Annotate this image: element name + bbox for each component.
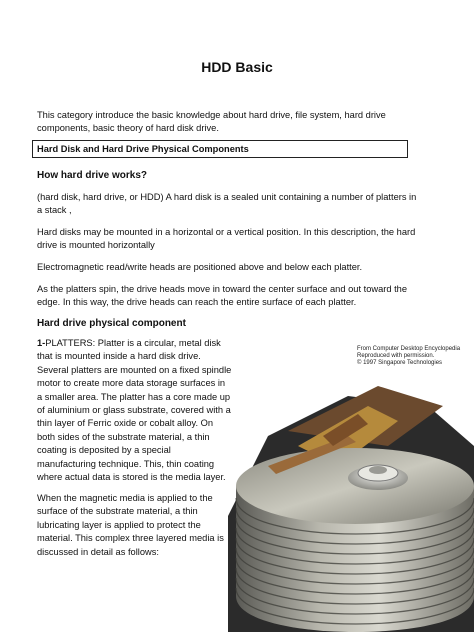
platters-description: PLATTERS: Platter is a circular, metal disk that is mounted inside a hard disk drive. Several platters are mounted on a fixed spindle motor to create more data storage surfaces in a smaller area. The platter has a core made up of aluminium or glass substrate, covered with a thin layer of Ferric oxide or cobalt alloy. On both sides of the substrate material, a thin coating is deposited by a special manufacturing technique. This, thin coating where actual data is stored is the media layer. xyxy=(37,338,232,483)
intro-paragraph: This category introduce the basic knowledge about hard drive, file system, hard drive components, basic theory of hard disk drive. xyxy=(37,110,386,134)
heading-physical-component: Hard drive physical component xyxy=(37,318,186,329)
caption-line-2: Reproduced with permission. xyxy=(357,353,435,359)
platters-number: 1- xyxy=(37,338,46,348)
paragraph-mounting: Hard disks may be mounted in a horizontal or a vertical position. In this description, the hard drive is mounted horizontally xyxy=(37,227,416,251)
page-title: HDD Basic xyxy=(201,59,273,75)
paragraph-hard-disk-definition: (hard disk, hard drive, or HDD) A hard disk is a sealed unit containing a number of platters in a stack , xyxy=(37,192,417,216)
paragraph-heads: Electromagnetic read/write heads are positioned above and below each platter. xyxy=(37,262,363,272)
heading-how-hard-drive-works: How hard drive works? xyxy=(37,170,148,181)
section-header-box: Hard Disk and Hard Drive Physical Components xyxy=(32,140,408,158)
hard-drive-platters-image xyxy=(228,376,474,632)
paragraph-platters xyxy=(37,337,232,484)
caption-line-1: From Computer Desktop Encyclopedia xyxy=(357,346,461,352)
caption-line-3: © 1997 Singapore Technologies xyxy=(357,360,443,366)
image-caption xyxy=(357,346,467,367)
paragraph-platters-spin: As the platters spin, the drive heads move in toward the center surface and out toward the edge. In this way, the drive heads can reach the entire surface of each platter. xyxy=(37,284,408,308)
paragraph-magnetic-media: When the magnetic media is applied to the surface of the substrate material, a thin lubricating layer is applied to protect the material. This complex three layered media is discussed in detail as follows: xyxy=(37,493,224,557)
